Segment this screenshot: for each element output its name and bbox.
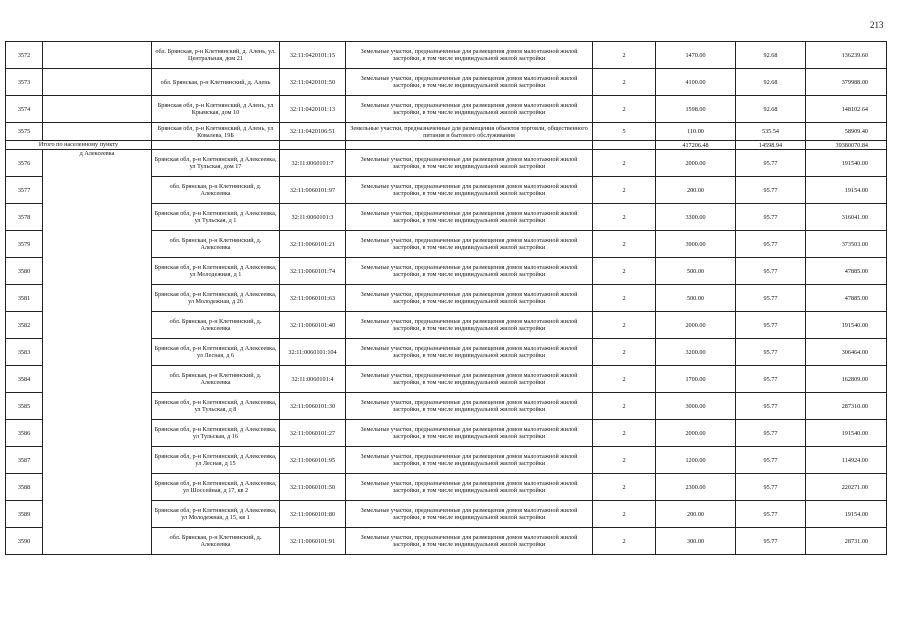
specific-value-cell: 95.77 xyxy=(736,204,806,231)
cadastral-value-cell: 373503.00 xyxy=(806,231,887,258)
group-code-cell: 2 xyxy=(593,204,656,231)
specific-value-cell: 92.68 xyxy=(736,69,806,96)
specific-value-cell: 92.68 xyxy=(736,42,806,69)
cadastral-number-cell: 32:11:0060101:7 xyxy=(280,150,346,177)
land-category-cell: Земельные участки, предназначенные для размещения домов малоэтажной жилой застройки, в том числе индивидуальной жилой застройки xyxy=(346,393,593,420)
land-category-cell: Земельные участки, предназначенные для размещения домов малоэтажной жилой застройки, в том числе индивидуальной жилой застройки xyxy=(346,339,593,366)
group-code-cell: 2 xyxy=(593,69,656,96)
area-cell: 2000.00 xyxy=(656,420,736,447)
specific-value-cell: 95.77 xyxy=(736,420,806,447)
land-category-cell: Земельные участки, предназначенные для размещения домов малоэтажной жилой застройки, в том числе индивидуальной жилой застройки xyxy=(346,177,593,204)
cadastral-value-cell: 191540.00 xyxy=(806,312,887,339)
place-cell xyxy=(43,69,152,96)
address-cell: обл. Брянская, р-н Клетнянский, д. Алексеевка xyxy=(152,528,280,555)
land-category-cell: Земельные участки, предназначенные для размещения домов малоэтажной жилой застройки, в том числе индивидуальной жилой застройки xyxy=(346,42,593,69)
cadastral-number-cell: 32:11:0060101:3 xyxy=(280,204,346,231)
cadastral-value-cell: 47885.00 xyxy=(806,258,887,285)
land-category-cell: Земельные участки, предназначенные для размещения объектов торговли, общественного питания и бытового обслуживания xyxy=(346,123,593,141)
cadastral-value-cell: 287310.00 xyxy=(806,393,887,420)
cadastral-value-cell: 114924.00 xyxy=(806,447,887,474)
specific-value-cell: 95.77 xyxy=(736,258,806,285)
specific-value-cell: 95.77 xyxy=(736,393,806,420)
table-row xyxy=(6,42,887,69)
cadastral-number-cell: 32:11:0060101:30 xyxy=(280,393,346,420)
cadastral-number-cell: 32:11:0060101:95 xyxy=(280,447,346,474)
address-cell: обл. Брянская, р-н Клетнянский, д. Алексеевка xyxy=(152,177,280,204)
group-code-cell: 2 xyxy=(593,96,656,123)
register-table-body xyxy=(6,42,887,555)
record-number: 3587 xyxy=(6,447,43,474)
cadastral-number-cell: 32:11:0060101:50 xyxy=(280,474,346,501)
record-number: 3581 xyxy=(6,285,43,312)
group-code-cell: 2 xyxy=(593,501,656,528)
empty-cell xyxy=(593,141,656,150)
record-number: 3585 xyxy=(6,393,43,420)
cadastral-value-cell: 220271.00 xyxy=(806,474,887,501)
group-code-cell: 2 xyxy=(593,474,656,501)
total-cadastral-value: 39380070.84 xyxy=(806,141,887,150)
cadastral-value-cell: 162809.00 xyxy=(806,366,887,393)
land-category-cell: Земельные участки, предназначенные для размещения домов малоэтажной жилой застройки, в том числе индивидуальной жилой застройки xyxy=(346,312,593,339)
land-category-cell: Земельные участки, предназначенные для размещения домов малоэтажной жилой застройки, в том числе индивидуальной жилой застройки xyxy=(346,501,593,528)
cadastral-value-cell: 47885.00 xyxy=(806,285,887,312)
group-code-cell: 2 xyxy=(593,177,656,204)
cadastral-number-cell: 32:11:0060101:91 xyxy=(280,528,346,555)
register-table xyxy=(5,41,887,555)
record-number: 3579 xyxy=(6,231,43,258)
cadastral-number-cell: 32:11:0060101:4 xyxy=(280,366,346,393)
record-number: 3582 xyxy=(6,312,43,339)
cadastral-value-cell: 191540.00 xyxy=(806,150,887,177)
cadastral-number-cell: 32:11:0420101:15 xyxy=(280,42,346,69)
area-cell: 2300.00 xyxy=(656,474,736,501)
table-row xyxy=(6,150,887,177)
record-number: 3578 xyxy=(6,204,43,231)
group-code-cell: 2 xyxy=(593,528,656,555)
cadastral-number-cell: 32:11:0060101:21 xyxy=(280,231,346,258)
total-area: 417206.48 xyxy=(656,141,736,150)
land-category-cell: Земельные участки, предназначенные для размещения домов малоэтажной жилой застройки, в том числе индивидуальной жилой застройки xyxy=(346,420,593,447)
area-cell: 200.00 xyxy=(656,501,736,528)
page-number: 213 xyxy=(870,20,884,30)
area-cell: 1470.00 xyxy=(656,42,736,69)
cadastral-value-cell: 191540.00 xyxy=(806,420,887,447)
area-cell: 110.00 xyxy=(656,123,736,141)
area-cell: 3200.00 xyxy=(656,339,736,366)
record-number: 3586 xyxy=(6,420,43,447)
group-code-cell: 2 xyxy=(593,258,656,285)
area-cell: 3000.00 xyxy=(656,393,736,420)
empty-cell xyxy=(152,141,280,150)
total-row xyxy=(6,141,887,150)
land-category-cell: Земельные участки, предназначенные для размещения домов малоэтажной жилой застройки, в том числе индивидуальной жилой застройки xyxy=(346,447,593,474)
area-cell: 1700.00 xyxy=(656,366,736,393)
address-cell: обл. Брянская, р-н Клетнянский, д. Алень xyxy=(152,69,280,96)
record-number: 3584 xyxy=(6,366,43,393)
cadastral-number-cell: 32:11:0420101:50 xyxy=(280,69,346,96)
address-cell: Брянская обл, р-н Клетнянский, д Алексеевка, ул Тульская, д 16 xyxy=(152,420,280,447)
cadastral-number-cell: 32:11:0060101:97 xyxy=(280,177,346,204)
group-code-cell: 2 xyxy=(593,420,656,447)
specific-value-cell: 95.77 xyxy=(736,231,806,258)
area-cell: 3300.00 xyxy=(656,204,736,231)
table-row xyxy=(6,96,887,123)
area-cell: 200.00 xyxy=(656,177,736,204)
area-cell: 2000.00 xyxy=(656,312,736,339)
land-category-cell: Земельные участки, предназначенные для размещения домов малоэтажной жилой застройки, в том числе индивидуальной жилой застройки xyxy=(346,69,593,96)
cadastral-value-cell: 379988.00 xyxy=(806,69,887,96)
address-cell: Брянская обл, р-н Клетнянский, д Алексеевка, ул Шоссейная, д 17, кв 2 xyxy=(152,474,280,501)
area-cell: 4100.00 xyxy=(656,69,736,96)
table-row xyxy=(6,69,887,96)
address-cell: Брянская обл, р-н Клетнянский, д Алень, ул Крымская, дом 10 xyxy=(152,96,280,123)
address-cell: Брянская обл, р-н Клетнянский, д Алень, ул Ковалева, 19Б xyxy=(152,123,280,141)
record-number: 3577 xyxy=(6,177,43,204)
specific-value-cell: 95.77 xyxy=(736,285,806,312)
cadastral-number-cell: 32:11:0060101:74 xyxy=(280,258,346,285)
record-number: 3580 xyxy=(6,258,43,285)
cadastral-value-cell: 19154.00 xyxy=(806,177,887,204)
specific-value-cell: 95.77 xyxy=(736,447,806,474)
area-cell: 1598.00 xyxy=(656,96,736,123)
specific-value-cell: 95.77 xyxy=(736,474,806,501)
specific-value-cell: 95.77 xyxy=(736,366,806,393)
land-category-cell: Земельные участки, предназначенные для размещения домов малоэтажной жилой застройки, в том числе индивидуальной жилой застройки xyxy=(346,231,593,258)
place-cell xyxy=(43,96,152,123)
address-cell: Брянская обл, р-н Клетнянский, д Алексеевка, ул Молодежная, д 15, кв 1 xyxy=(152,501,280,528)
specific-value-cell: 95.77 xyxy=(736,339,806,366)
address-cell: Брянская обл, р-н Клетнянский, д Алексеевка, ул Тульская, дом 17 xyxy=(152,150,280,177)
cadastral-value-cell: 306464.00 xyxy=(806,339,887,366)
specific-value-cell: 95.77 xyxy=(736,150,806,177)
cadastral-number-cell: 32:11:0060101:63 xyxy=(280,285,346,312)
area-cell: 300.00 xyxy=(656,528,736,555)
area-cell: 1200.00 xyxy=(656,447,736,474)
record-number: 3588 xyxy=(6,474,43,501)
address-cell: Брянская обл, р-н Клетнянский, д Алексеевка, ул Молодежная, д 26 xyxy=(152,285,280,312)
cadastral-value-cell: 136239.60 xyxy=(806,42,887,69)
empty-cell xyxy=(346,141,593,150)
land-category-cell: Земельные участки, предназначенные для размещения домов малоэтажной жилой застройки, в том числе индивидуальной жилой застройки xyxy=(346,366,593,393)
group-code-cell: 2 xyxy=(593,366,656,393)
area-cell: 2000.00 xyxy=(656,150,736,177)
address-cell: Брянская обл, р-н Клетнянский, д Алексеевка, ул Лесная, д 6 xyxy=(152,339,280,366)
address-cell: Брянская обл, р-н Клетнянский, д Алексеевка, ул Лесная, д 15 xyxy=(152,447,280,474)
group-code-cell: 5 xyxy=(593,123,656,141)
table-row xyxy=(6,123,887,141)
record-number: 3590 xyxy=(6,528,43,555)
cadastral-number-cell: 32:11:0420106:51 xyxy=(280,123,346,141)
group-code-cell: 2 xyxy=(593,42,656,69)
land-category-cell: Земельные участки, предназначенные для размещения домов малоэтажной жилой застройки, в том числе индивидуальной жилой застройки xyxy=(346,474,593,501)
specific-value-cell: 92.68 xyxy=(736,96,806,123)
cadastral-value-cell: 148102.64 xyxy=(806,96,887,123)
record-number: 3575 xyxy=(6,123,43,141)
record-number: 3574 xyxy=(6,96,43,123)
area-cell: 3900.00 xyxy=(656,231,736,258)
cadastral-number-cell: 32:11:0420101:13 xyxy=(280,96,346,123)
land-category-cell: Земельные участки, предназначенные для размещения домов малоэтажной жилой застройки, в том числе индивидуальной жилой застройки xyxy=(346,96,593,123)
cadastral-value-cell: 58909.40 xyxy=(806,123,887,141)
cadastral-value-cell: 316041.00 xyxy=(806,204,887,231)
group-code-cell: 2 xyxy=(593,231,656,258)
address-cell: Брянская обл, р-н Клетнянский, д Алексеевка, ул Тульская, д 8 xyxy=(152,393,280,420)
land-category-cell: Земельные участки, предназначенные для размещения домов малоэтажной жилой застройки, в том числе индивидуальной жилой застройки xyxy=(346,285,593,312)
address-cell: обл. Брянская, р-н Клетнянский, д. Алексеевка xyxy=(152,231,280,258)
group-code-cell: 2 xyxy=(593,447,656,474)
group-code-cell: 2 xyxy=(593,339,656,366)
group-code-cell: 2 xyxy=(593,285,656,312)
land-category-cell: Земельные участки, предназначенные для размещения домов малоэтажной жилой застройки, в том числе индивидуальной жилой застройки xyxy=(346,528,593,555)
address-cell: Брянская обл, р-н Клетнянский, д Алексеевка, ул Тульская, д 1 xyxy=(152,204,280,231)
land-category-cell: Земельные участки, предназначенные для размещения домов малоэтажной жилой застройки, в том числе индивидуальной жилой застройки xyxy=(346,258,593,285)
specific-value-cell: 95.77 xyxy=(736,177,806,204)
group-code-cell: 2 xyxy=(593,150,656,177)
address-cell: Брянская обл, р-н Клетнянский, д Алексеевка, ул Молодежная, д 1 xyxy=(152,258,280,285)
cadastral-number-cell: 32:11:0060101:27 xyxy=(280,420,346,447)
group-code-cell: 2 xyxy=(593,312,656,339)
settlement-name: д Алексеевка xyxy=(43,150,152,555)
address-cell: обл. Брянская, р-н Клетнянский, д. Алексеевка xyxy=(152,366,280,393)
total-specific-value: 14598.94 xyxy=(736,141,806,150)
address-cell: обл. Брянская, р-н Клетнянский, д. Алень, ул. Центральная, дом 21 xyxy=(152,42,280,69)
specific-value-cell: 95.77 xyxy=(736,312,806,339)
cadastral-value-cell: 19154.00 xyxy=(806,501,887,528)
cadastral-value-cell: 28731.00 xyxy=(806,528,887,555)
record-number: 3589 xyxy=(6,501,43,528)
record-number: 3572 xyxy=(6,42,43,69)
cadastral-number-cell: 32:11:0060101:80 xyxy=(280,501,346,528)
specific-value-cell: 95.77 xyxy=(736,501,806,528)
land-category-cell: Земельные участки, предназначенные для размещения домов малоэтажной жилой застройки, в том числе индивидуальной жилой застройки xyxy=(346,150,593,177)
empty-cell xyxy=(280,141,346,150)
record-number: 3583 xyxy=(6,339,43,366)
group-code-cell: 2 xyxy=(593,393,656,420)
address-cell: обл. Брянская, р-н Клетнянский, д. Алексеевка xyxy=(152,312,280,339)
land-category-cell: Земельные участки, предназначенные для размещения домов малоэтажной жилой застройки, в том числе индивидуальной жилой застройки xyxy=(346,204,593,231)
total-label: Итого по населенному пункту xyxy=(6,141,152,150)
place-cell xyxy=(43,123,152,141)
specific-value-cell: 535.54 xyxy=(736,123,806,141)
area-cell: 500.00 xyxy=(656,258,736,285)
place-cell xyxy=(43,42,152,69)
specific-value-cell: 95.77 xyxy=(736,528,806,555)
area-cell: 500.00 xyxy=(656,285,736,312)
cadastral-number-cell: 32:11:0060101:40 xyxy=(280,312,346,339)
record-number: 3573 xyxy=(6,69,43,96)
record-number: 3576 xyxy=(6,150,43,177)
cadastral-number-cell: 32:11:0060101:104 xyxy=(280,339,346,366)
